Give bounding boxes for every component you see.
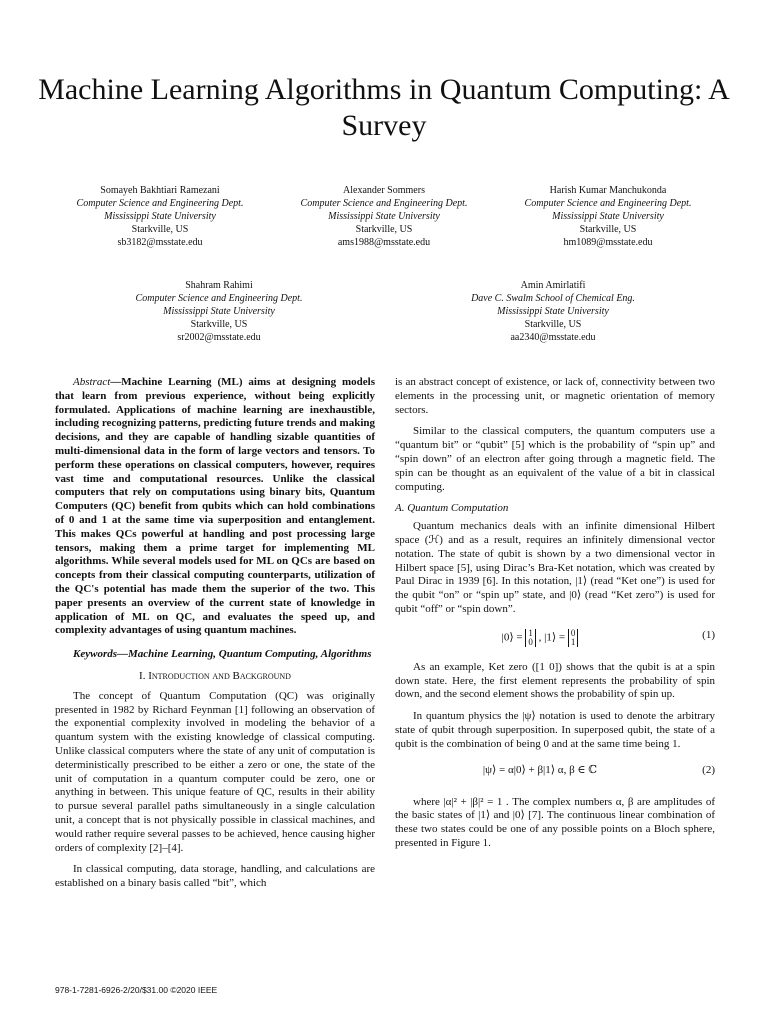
keywords-text: Machine Learning, Quantum Computing, Algorithms: [128, 648, 372, 661]
equation-2: [395, 760, 715, 786]
paragraph: Similar to the classical computers, the quantum computers use a “quantum bit” or “qubit” [5] which is the probability of “spin up” and “spin down” of an electron after going through a magnetic field. The spin can be thought as an equivalent of the value of a bit in classical computing.: [395, 425, 715, 493]
author-city: Starkville, US: [190, 319, 248, 330]
subsection-heading: A. Quantum Computation: [395, 502, 509, 515]
author-name: Amin Amirlatifi: [520, 280, 586, 291]
author-dept: Computer Science and Engineering Dept.: [76, 198, 244, 209]
right-column: [395, 376, 715, 859]
author-name: Harish Kumar Manchukonda: [549, 185, 667, 196]
abstract: [55, 376, 375, 638]
equation-1-body: [395, 629, 685, 647]
author-email: ams1988@msstate.edu: [337, 237, 431, 248]
author-email: sr2002@msstate.edu: [177, 332, 261, 343]
ket-zero-matrix: 1 0: [525, 629, 536, 647]
left-column: [55, 376, 375, 899]
equation-1: [395, 625, 715, 651]
paragraph: The concept of Quantum Computation (QC) was originally presented in 1982 by Richard Feynman [1] following an observation of the exponential complexity involved in modeling the behavior of a quantum system with the existing knowledge of classical computing. Unlike classical computers where the state of any unit of computation is deterministically prescribed to be either a zero or one, the state of the unit of computation in a quantum computer could be zero, one or anything in between. This unique feature of QC, results in their ability to pursue several parallel paths simultaneously in a single calculation unit, a concept that is not physically possible in classical machines, and would rather require several passes to be achieved, hence causing higher orders of complexity [2]–[4].: [55, 689, 375, 854]
author-dept: Computer Science and Engineering Dept.: [524, 198, 692, 209]
author-block: [438, 279, 668, 344]
author-email: sb3182@msstate.edu: [117, 237, 203, 248]
equation-number: (2): [702, 763, 715, 776]
abstract-lead: Abstract: [73, 376, 111, 388]
keywords-lead: Keywords—: [73, 648, 128, 661]
author-block: [104, 279, 334, 344]
copyright-footer: 978-1-7281-6926-2/20/$31.00 ©2020 IEEE: [55, 985, 218, 995]
paragraph: where |α|² + |β|² = 1 . The complex numbers α, β are amplitudes of the basic states of |1⟩ and |0⟩ [7]. The continuous linear combination of these two states could be one of any possible points on a Bloch sphere, presented in Figure 1.: [395, 795, 715, 849]
section-heading: I. Introduction and Background: [139, 669, 291, 682]
author-email: aa2340@msstate.edu: [510, 332, 596, 343]
eq1-mid: , |1⟩ =: [538, 631, 566, 644]
eq1-left: |0⟩ =: [501, 631, 523, 644]
author-city: Starkville, US: [131, 224, 189, 235]
author-name: Somayeh Bakhtiari Ramezani: [100, 185, 220, 196]
author-dept: Computer Science and Engineering Dept.: [300, 198, 468, 209]
ket-one-matrix: 0 1: [568, 629, 579, 647]
author-univ: Mississippi State University: [163, 306, 275, 317]
author-univ: Mississippi State University: [497, 306, 609, 317]
author-univ: Mississippi State University: [328, 211, 440, 222]
keywords: [55, 648, 375, 662]
paragraph: As an example, Ket zero ([1 0]) shows that the qubit is at a spin down state. Here, the first element represents the probability of spin down, and the second element shows the probability of spin up.: [395, 660, 715, 701]
equation-number: (1): [702, 628, 715, 641]
author-name: Shahram Rahimi: [185, 280, 253, 291]
paper-title: Machine Learning Algorithms in Quantum Computing: A Survey: [38, 73, 730, 142]
author-univ: Mississippi State University: [552, 211, 664, 222]
author-block: [493, 184, 723, 249]
author-dept: Dave C. Swalm School of Chemical Eng.: [471, 293, 635, 304]
author-city: Starkville, US: [524, 319, 582, 330]
author-email: hm1089@msstate.edu: [563, 237, 653, 248]
paragraph: In classical computing, data storage, handling, and calculations are established on a binary basis called “bit”, which: [55, 863, 375, 890]
author-univ: Mississippi State University: [104, 211, 216, 222]
paragraph: In quantum physics the |ψ⟩ notation is used to denote the arbitrary state of qubit through superposition. In superposed qubit, the state of a qubit is the combination of being 0 and at the same time being 1.: [395, 710, 715, 750]
author-city: Starkville, US: [355, 224, 413, 235]
author-name: Alexander Sommers: [343, 185, 425, 196]
abstract-text: —Machine Learning (ML) aims at designing models that learn from previous experience, without being explicitly formulated. Applications of machine learning are inexhaustible, including recognizing patterns, predicting future trends and making decisions, and they are capable of handling sizable quantities of multi-dimensional data in the form of large vectors and tensors. To perform these operations on classical computers, however, requires vast time and computational resources. Unlike the classical computers that rely on computations using binary bits, Quantum Computers (QC) benefit from qubits which can hold combinations of 0 and 1 at the same time via superposition and entanglement. This makes QCs powerful at handling and post processing large tensors, making them a prime target for implementing ML algorithms. While several models used for ML on QCs are based on concepts from their classical computing counterparts, utilization of the QC's potential has made them the superior of the two. This paper presents an overview of the current state of knowledge in application of ML on QC, and evaluates the speed up, and complexity advantages of using quantum machines.: [55, 376, 375, 637]
paragraph: is an abstract concept of existence, or lack of, connectivity between two elements in the processing unit, or magnetic orientation of memory sectors.: [395, 376, 715, 416]
author-block: [45, 184, 275, 249]
author-city: Starkville, US: [579, 224, 637, 235]
author-block: [269, 184, 499, 249]
author-dept: Computer Science and Engineering Dept.: [135, 293, 303, 304]
equation-2-body: |ψ⟩ = α|0⟩ + β|1⟩ α, β ∈ ℂ: [482, 763, 598, 776]
paragraph: Quantum mechanics deals with an infinite dimensional Hilbert space (ℋ) and as a result, requires an infinitely dimensional vector notation. The state of qubit is shown by a two dimensional vector in Hilbert space [5], using Dirac’s Bra-Ket notation, which was created by Paul Dirac in 1939 [6]. In this notation, |1⟩ (read “Ket one”) is used for the qubit “on” or “spin up” state, and |0⟩ (read “Ket zero”) is used for qubit “off” or “spin down”.: [395, 520, 715, 615]
